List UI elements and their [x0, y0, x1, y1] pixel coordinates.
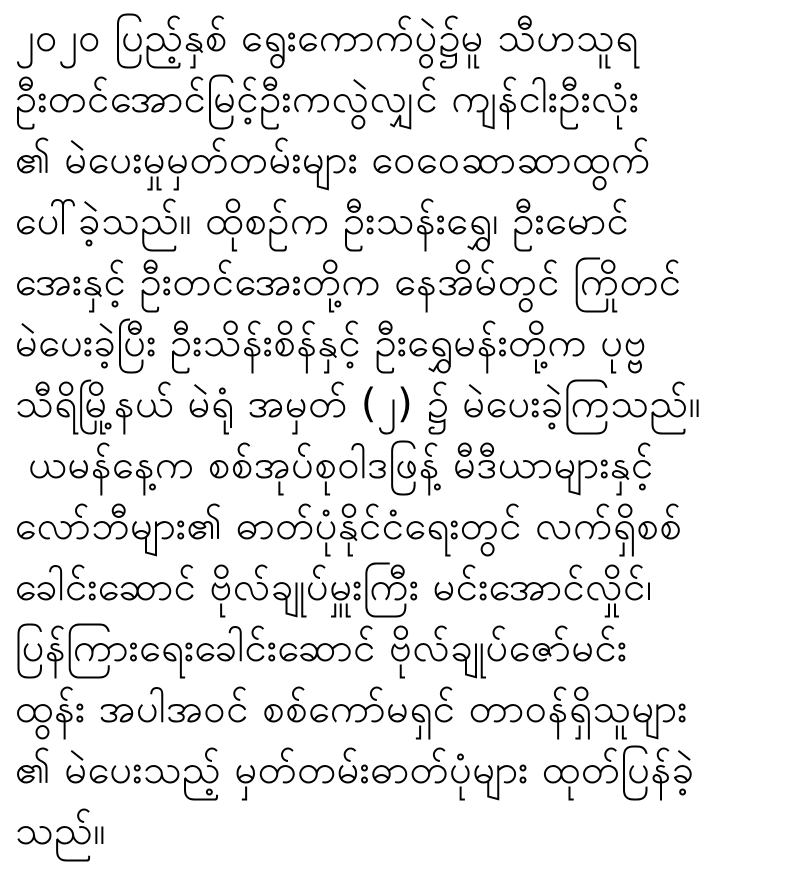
text-line: ၂၀၂၀ ပြည့်နှစ် ရွေးကောက်ပွဲ၌မူ သီဟသူရ	[15, 15, 639, 61]
text-line: သည်။	[15, 808, 106, 854]
text-line: အေးနှင့် ဦးတင်အေးတို့က နေအိမ်တွင် ကြိုတင်	[15, 259, 682, 305]
text-line: လော်ဘီများ၏ ဓာတ်ပုံနိုင်ငံရေးတွင် လက်ရှိစစ်	[15, 503, 683, 549]
text-line: ထွန်း အပါအဝင် စစ်ကော်မရှင် တာဝန်ရှိသူများ	[15, 686, 688, 732]
text-line: ပြန်ကြားရေးခေါင်းဆောင် ဗိုလ်ချုပ်ဇော်မင်း	[15, 625, 628, 671]
text-line: မဲပေးခဲ့ပြီး ဦးသိန်းစိန်နှင့် ဦးရွှေမန်းတို့က ပုဗ္ဗ	[15, 320, 648, 366]
text-line: သီရိမြို့နယ် မဲရုံ အမှတ် (၂) ၌ မဲပေးခဲ့ကြသည်။	[15, 381, 702, 427]
text-line: ၏ မဲပေးသည့် မှတ်တမ်းဓာတ်ပုံများ ထုတ်ပြန်ခဲ့	[15, 747, 695, 793]
text-line: ၏ မဲပေးမှုမှတ်တမ်းများ ဝေဝေဆာဆာထွက်	[15, 137, 651, 183]
text-line: ပေါ်ခဲ့သည်။ ထိုစဉ်က ဦးသန်းရွှေ၊ ဦးမောင်	[15, 198, 630, 244]
text-line: ဦးတင်အောင်မြင့်ဦးကလွဲလျှင် ကျန်ငါးဦးလုံး	[15, 76, 640, 122]
text-line: ယမန်နေ့က စစ်အုပ်စုဝါဒဖြန့် မီဒီယာများနှင့်	[15, 442, 654, 488]
text-line: ခေါင်းဆောင် ဗိုလ်ချုပ်မှူးကြီး မင်းအောင်လှိုင်၊	[15, 564, 653, 610]
